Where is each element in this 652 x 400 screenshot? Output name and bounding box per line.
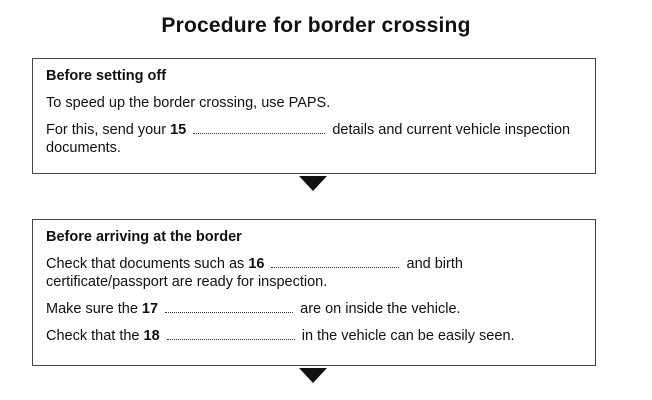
question-15-sentence (46, 121, 583, 157)
section-before-setting-off (32, 58, 596, 174)
paps-text: To speed up the border crossing, use PAPS. (46, 95, 331, 111)
question-15-prefix: For this, send your (46, 122, 167, 138)
paps-instruction (46, 94, 583, 112)
question-18-prefix: Check that the (46, 328, 140, 344)
question-18-sentence (46, 327, 583, 345)
question-18-blank[interactable] (167, 329, 295, 340)
section-heading: Before setting off (46, 68, 167, 84)
question-17-suffix: are on inside the vehicle. (300, 301, 461, 317)
section-before-arriving (32, 219, 596, 366)
question-17-sentence (46, 300, 583, 318)
question-18-number: 18 (143, 328, 160, 344)
question-16-sentence (46, 255, 583, 291)
down-arrow-icon (299, 176, 327, 191)
question-15-suffix: details and current vehicle inspection documents. (46, 122, 571, 156)
section-heading: Before arriving at the border (46, 229, 242, 245)
question-16-prefix: Check that documents such as (46, 256, 245, 272)
question-16-number: 16 (248, 256, 265, 272)
page-title: Procedure for border crossing (161, 14, 471, 37)
down-arrow-icon (299, 368, 327, 383)
question-17-blank[interactable] (165, 302, 293, 313)
question-15-blank[interactable] (193, 123, 325, 134)
question-17-number: 17 (141, 301, 159, 317)
question-18-suffix: in the vehicle can be easily seen. (301, 328, 515, 344)
question-16-blank[interactable] (271, 257, 399, 268)
question-15-number: 15 (170, 122, 187, 138)
question-17-prefix: Make sure the (46, 301, 138, 317)
question-16-suffix: and birth certificate/passport are ready for inspection. (46, 256, 463, 290)
